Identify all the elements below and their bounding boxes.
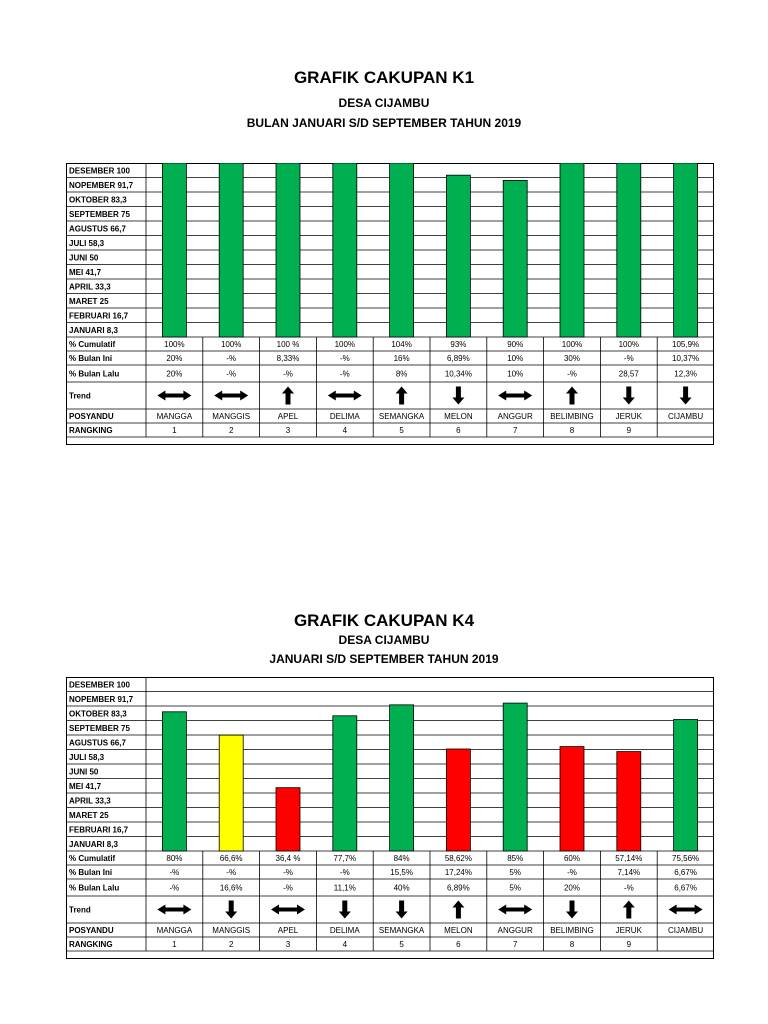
chart2-subtitle-village: DESA CIJAMBU <box>338 633 430 647</box>
chart2-trend-up-icon <box>452 901 464 919</box>
chart2-trend-both-icon <box>498 905 532 915</box>
chart1-y-tick-label: DESEMBER 100 <box>69 166 130 176</box>
chart2-cumulatif-value: 66,6% <box>219 854 243 863</box>
chart2-cumulatif-value: 58,62% <box>444 854 472 863</box>
chart1-bar-mangga <box>162 163 186 337</box>
chart2-posyandu-label: MANGGIS <box>212 926 251 935</box>
chart1-y-tick-label: MARET 25 <box>69 297 109 306</box>
chart2-trend-both-icon <box>157 905 191 915</box>
chart2-y-tick-label: MARET 25 <box>69 811 109 820</box>
chart2-y-tick-label: OKTOBER 83,3 <box>69 709 127 719</box>
chart2-y-tick-label: DESEMBER 100 <box>69 680 130 690</box>
chart2-row-label-posyandu: POSYANDU <box>69 926 114 935</box>
chart2-cumulatif-value: 84% <box>393 854 410 863</box>
chart2-ranking-value: 6 <box>456 940 461 949</box>
chart2-bar-manggis <box>219 735 243 851</box>
chart2-subtitle-period: JANUARI S/D SEPTEMBER TAHUN 2019 <box>269 652 499 666</box>
chart2-row-label-ranking: RANGKING <box>69 940 113 949</box>
chart2-trend-both-icon <box>271 905 305 915</box>
chart2-bulan_ini-value: -% <box>283 868 293 877</box>
chart2-bulan_ini-value: 7,14% <box>617 868 641 877</box>
chart2-bulan_ini-value: 6,67% <box>674 868 697 877</box>
chart2-posyandu-label: MELON <box>444 926 473 935</box>
chart2-bar-semangka <box>390 705 414 851</box>
chart2-bulan_lalu-value: 40% <box>393 883 410 893</box>
chart1-bulan_lalu-value: -% <box>567 369 577 379</box>
chart1-row-label-bulan_ini: % Bulan Ini <box>69 354 113 363</box>
chart1-y-tick-label: JULI 58,3 <box>69 239 105 248</box>
chart1-bulan_lalu-value: 20% <box>166 369 183 379</box>
chart1-ranking-value: 9 <box>626 426 632 435</box>
chart2-bulan_lalu-value: 5% <box>509 883 521 893</box>
chart2-bulan_ini-value: -% <box>339 868 350 877</box>
chart2-bulan_lalu-value: -% <box>623 883 634 893</box>
chart1-ranking-value: 2 <box>228 426 234 435</box>
chart2-posyandu-label: APEL <box>277 926 299 935</box>
chart2-ranking-value: 7 <box>512 940 518 949</box>
chart1-cumulatif-value: 100% <box>220 340 242 349</box>
chart1-bar-anggur <box>503 180 527 337</box>
chart1-trend-both-icon <box>498 391 532 401</box>
chart1-bulan_lalu-value: 8% <box>395 369 408 379</box>
chart1-ranking-value: 3 <box>285 426 291 435</box>
chart1-bulan_ini-value: -% <box>339 354 350 363</box>
chart1-bar-belimbing <box>560 163 584 337</box>
chart2-bulan_ini-value: 5% <box>509 868 521 877</box>
chart2-bulan_ini-value: -% <box>169 868 180 877</box>
chart1-ranking-value: 4 <box>342 426 348 435</box>
chart2-y-tick-label: FEBRUARI 16,7 <box>69 825 129 835</box>
chart1-cumulatif-value: 90% <box>507 340 524 349</box>
chart2-svg <box>66 677 714 959</box>
chart1-bulan_ini-value: 8,33% <box>276 354 300 363</box>
chart2-bar-delima <box>333 716 357 851</box>
chart1-y-tick-label: JUNI 50 <box>69 253 99 263</box>
chart2-y-tick-label: SEPTEMBER 75 <box>69 724 130 733</box>
chart1-k1 <box>66 163 714 445</box>
chart2-y-tick-label: AGUSTUS 66,7 <box>69 738 126 748</box>
chart2-bulan_lalu-value: -% <box>283 883 293 893</box>
chart2-bar-melon <box>446 749 470 851</box>
chart2-trend-down-icon <box>339 901 351 919</box>
chart2-posyandu-label: SEMANGKA <box>378 926 425 935</box>
chart1-ranking-value: 1 <box>172 426 177 435</box>
chart2-trend-down-icon <box>566 901 578 919</box>
chart2-bulan_ini-value: -% <box>567 868 577 877</box>
chart2-cumulatif-value: 80% <box>166 854 183 863</box>
chart2-bulan_lalu-value: 6,89% <box>447 883 470 893</box>
chart1-y-tick-label: AGUSTUS 66,7 <box>69 224 126 234</box>
chart2-ranking-value: 5 <box>399 940 404 949</box>
chart2-bar-apel <box>276 788 300 851</box>
chart2-posyandu-label: ANGGUR <box>497 926 533 935</box>
chart1-ranking-value: 5 <box>399 426 404 435</box>
chart2-posyandu-label: MANGGA <box>156 926 193 935</box>
chart2-ranking-value: 3 <box>285 940 291 949</box>
chart2-bulan_lalu-value: 11,1% <box>333 883 356 893</box>
chart1-cumulatif-value: 100% <box>561 340 583 349</box>
chart1-posyandu-label: MANGGIS <box>212 412 251 421</box>
chart2-posyandu-label: CIJAMBU <box>668 926 704 935</box>
chart2-bar-cijambu <box>674 720 698 851</box>
chart1-trend-down-icon <box>680 387 692 405</box>
chart2-cumulatif-value: 85% <box>507 854 524 863</box>
chart2-y-tick-label: NOPEMBER 91,7 <box>69 695 134 704</box>
chart1-trend-down-icon <box>623 387 635 405</box>
chart1-posyandu-label: BELIMBING <box>550 412 594 421</box>
chart1-bar-semangka <box>390 163 414 337</box>
chart2-bar-belimbing <box>560 747 584 851</box>
chart1-bar-manggis <box>219 163 243 337</box>
chart1-row-label-trend: Trend <box>69 391 91 401</box>
chart1-bulan_lalu-value: 10% <box>507 369 524 379</box>
chart1-svg <box>66 163 714 445</box>
chart2-bulan_lalu-value: 20% <box>563 883 581 893</box>
chart1-bulan_lalu-value: -% <box>283 369 293 379</box>
chart1-y-tick-label: MEI 41,7 <box>69 268 102 277</box>
chart1-bulan_ini-value: 16% <box>393 354 410 363</box>
chart2-ranking-value: 9 <box>626 940 632 949</box>
chart1-posyandu-label: JERUK <box>615 412 642 421</box>
chart1-subtitle-village: DESA CIJAMBU <box>338 96 430 110</box>
chart2-y-tick-label: JUNI 50 <box>69 767 99 777</box>
chart2-posyandu-label: DELIMA <box>329 926 360 935</box>
chart2-ranking-value: 8 <box>569 940 575 949</box>
chart2-cumulatif-value: 57,14% <box>615 854 643 863</box>
chart1-posyandu-label: DELIMA <box>329 412 360 421</box>
chart1-trend-up-icon <box>396 387 408 405</box>
chart1-trend-up-icon <box>566 387 578 405</box>
chart2-bulan_ini-value: -% <box>226 868 237 877</box>
chart2-bulan_ini-value: 17,24% <box>444 868 472 877</box>
chart2-row-label-cumulatif: % Cumulatif <box>69 854 116 863</box>
chart1-cumulatif-value: 104% <box>391 340 412 349</box>
chart1-bulan_lalu-value: 28,57 <box>618 369 639 379</box>
chart1-bar-delima <box>333 163 357 337</box>
chart1-posyandu-label: ANGGUR <box>497 412 533 421</box>
chart1-y-tick-label: FEBRUARI 16,7 <box>69 311 129 321</box>
chart1-ranking-value: 7 <box>512 426 518 435</box>
chart1-row-label-ranking: RANGKING <box>69 426 113 435</box>
chart2-cumulatif-value: 60% <box>563 854 581 863</box>
chart1-posyandu-label: APEL <box>277 412 299 421</box>
chart1-cumulatif-value: 100% <box>164 340 185 349</box>
chart1-bar-melon <box>446 175 470 337</box>
chart1-ranking-value: 6 <box>456 426 461 435</box>
chart2-bar-mangga <box>162 712 186 851</box>
chart2-ranking-value: 2 <box>228 940 234 949</box>
chart1-y-tick-label: APRIL 33,3 <box>69 282 111 292</box>
chart2-trend-up-icon <box>623 901 635 919</box>
chart2-bulan_lalu-value: 6,67% <box>674 883 697 893</box>
chart1-bar-jeruk <box>617 163 641 337</box>
chart1-y-tick-label: SEPTEMBER 75 <box>69 210 130 219</box>
chart2-trend-down-icon <box>396 901 408 919</box>
chart1-row-label-cumulatif: % Cumulatif <box>69 340 116 349</box>
chart1-trend-down-icon <box>452 387 464 405</box>
chart1-bulan_lalu-value: 10,34% <box>444 369 472 379</box>
chart1-trend-both-icon <box>157 391 191 401</box>
chart2-cumulatif-value: 77,7% <box>333 854 357 863</box>
chart1-bulan_lalu-value: -% <box>226 369 237 379</box>
chart1-y-tick-label: OKTOBER 83,3 <box>69 195 127 205</box>
chart2-bulan_ini-value: 15,5% <box>390 868 413 877</box>
chart1-posyandu-label: CIJAMBU <box>668 412 704 421</box>
chart2-bar-jeruk <box>617 752 641 851</box>
chart2-y-tick-label: MEI 41,7 <box>69 782 102 791</box>
chart2-bulan_lalu-value: 16,6% <box>219 883 243 893</box>
chart1-bar-cijambu <box>674 163 698 337</box>
chart2-row-label-trend: Trend <box>69 905 91 915</box>
chart1-posyandu-label: MELON <box>444 412 473 421</box>
chart1-bulan_ini-value: 10% <box>507 354 524 363</box>
chart2-row-label-bulan_lalu: % Bulan Lalu <box>69 883 120 893</box>
chart1-title: GRAFIK CAKUPAN K1 <box>293 68 475 87</box>
chart1-bar-apel <box>276 163 300 337</box>
chart1-cumulatif-value: 100 % <box>276 340 300 349</box>
chart1-subtitle-period: BULAN JANUARI S/D SEPTEMBER TAHUN 2019 <box>246 116 522 130</box>
chart2-trend-both-icon <box>669 905 703 915</box>
chart2-bar-anggur <box>503 703 527 851</box>
chart1-cumulatif-value: 93% <box>450 340 467 349</box>
chart2-k4 <box>66 677 714 959</box>
chart1-row-label-posyandu: POSYANDU <box>69 412 114 421</box>
chart1-cumulatif-value: 100% <box>618 340 640 349</box>
chart1-trend-up-icon <box>282 387 294 405</box>
chart2-cumulatif-value: 75,56% <box>672 854 700 863</box>
chart1-trend-both-icon <box>214 391 248 401</box>
chart1-bulan_ini-value: -% <box>623 354 634 363</box>
chart1-y-tick-label: NOPEMBER 91,7 <box>69 181 134 190</box>
chart2-ranking-value: 1 <box>172 940 177 949</box>
chart2-posyandu-label: JERUK <box>615 926 642 935</box>
chart1-bulan_lalu-value: 12,3% <box>674 369 697 379</box>
chart1-posyandu-label: SEMANGKA <box>378 412 425 421</box>
chart1-bulan_ini-value: 30% <box>563 354 581 363</box>
chart1-y-tick-label: JANUARI 8,3 <box>69 326 118 335</box>
chart1-bulan_ini-value: -% <box>226 354 237 363</box>
chart1-row-label-bulan_lalu: % Bulan Lalu <box>69 369 120 379</box>
chart2-bulan_lalu-value: -% <box>169 883 180 893</box>
chart1-ranking-value: 8 <box>569 426 575 435</box>
chart2-y-tick-label: APRIL 33,3 <box>69 796 111 806</box>
chart2-title: GRAFIK CAKUPAN K4 <box>293 611 475 630</box>
chart1-cumulatif-value: 105,9% <box>672 340 700 349</box>
chart1-cumulatif-value: 100% <box>334 340 356 349</box>
chart2-y-tick-label: JULI 58,3 <box>69 753 105 762</box>
chart2-trend-down-icon <box>225 901 237 919</box>
chart1-bulan_ini-value: 10,37% <box>672 354 700 363</box>
chart1-posyandu-label: MANGGA <box>156 412 193 421</box>
chart2-y-tick-label: JANUARI 8,3 <box>69 840 118 849</box>
chart2-posyandu-label: BELIMBING <box>550 926 594 935</box>
chart1-trend-both-icon <box>328 391 362 401</box>
chart2-cumulatif-value: 36,4 % <box>275 854 301 863</box>
chart1-bulan_lalu-value: -% <box>339 369 350 379</box>
chart2-ranking-value: 4 <box>342 940 348 949</box>
chart2-row-label-bulan_ini: % Bulan Ini <box>69 868 113 877</box>
chart1-bulan_ini-value: 6,89% <box>447 354 470 363</box>
chart1-bulan_ini-value: 20% <box>166 354 183 363</box>
